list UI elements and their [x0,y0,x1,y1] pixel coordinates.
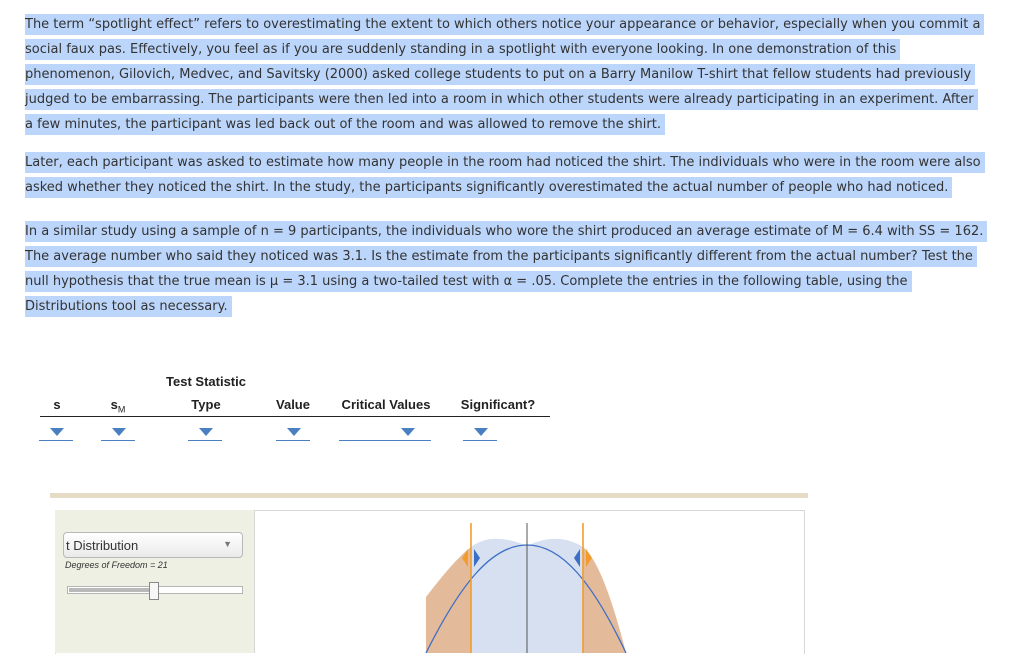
tool-divider-bar [50,493,808,498]
paragraph-1-text: The term “spotlight effect” refers to overestimating the extent to which others notice your appearance or behavior, especially when you commit a social faux pas. Effectively, you feel as if you are suddenly standing in a spotlight with everyone looking. In one demonstration of this phenomenon, Gilovich, Medvec, and Savitsky (2000) asked college students to put on a Barry Manilow T-shirt that fellow students had previously judged to be embarrassing. The participants were then led into a room in which other students were already participating in an experiment. After a few minutes, the participant was led back out of the room and was allowed to remove the shirt. [25,14,984,135]
column-header-s: s [53,397,61,412]
slider-thumb[interactable] [149,582,159,600]
distribution-select[interactable] [63,532,243,558]
question-paragraph-2 [25,150,985,200]
column-header-critical-values: Critical Values [341,397,431,412]
column-header-sm [111,397,126,415]
table-header-rule [40,416,550,417]
chevron-down-icon [287,428,301,436]
slider-fill [69,588,154,592]
t-distribution-graph [256,511,802,653]
test-statistic-type-dropdown[interactable] [188,426,222,441]
chevron-down-icon [50,428,64,436]
degrees-of-freedom-label: Degrees of Freedom = 21 [65,560,168,570]
test-statistic-value-dropdown[interactable] [276,426,310,441]
column-header-value: Value [276,397,310,412]
chevron-down-icon [474,428,488,436]
chevron-down-icon [199,428,213,436]
distribution-select-value: t Distribution [66,538,139,553]
column-header-sm-subscript: M [117,404,126,415]
chevron-down-icon [112,428,126,436]
column-header-type: Type [191,397,221,412]
column-header-significant: Significant? [460,397,536,412]
question-paragraph-1 [25,12,985,137]
chevron-down-icon [401,428,415,436]
left-tail-region [426,547,471,653]
chevron-down-icon: ▼ [223,539,232,549]
column-header-sm-main: s [110,397,118,412]
right-tail-region [583,547,626,653]
paragraph-2-text: Later, each participant was asked to estimate how many people in the room had noticed the shirt. The individuals who were in the room were also asked whether they noticed the shirt. In the study, the participants significantly overestimated the actual number of people who had noticed. [25,152,985,198]
significant-dropdown[interactable] [463,426,497,441]
question-paragraph-3 [25,219,985,319]
sm-dropdown[interactable] [101,426,135,441]
test-statistic-group-header: Test Statistic [166,374,246,389]
paragraph-3-text: In a similar study using a sample of n = 9 participants, the individuals who wore the shirt produced an average estimate of M = 6.4 with SS = 162. The average number who said they noticed was 3.1. Is the estimate from the participants significantly different from the actual number? Test the null hypothesis that the true mean is μ = 3.1 using a two-tailed test with α = .05. Complete the entries in the following table, using the Distributions tool as necessary. [25,221,987,317]
critical-values-dropdown[interactable] [339,426,431,441]
s-dropdown[interactable] [39,426,73,441]
